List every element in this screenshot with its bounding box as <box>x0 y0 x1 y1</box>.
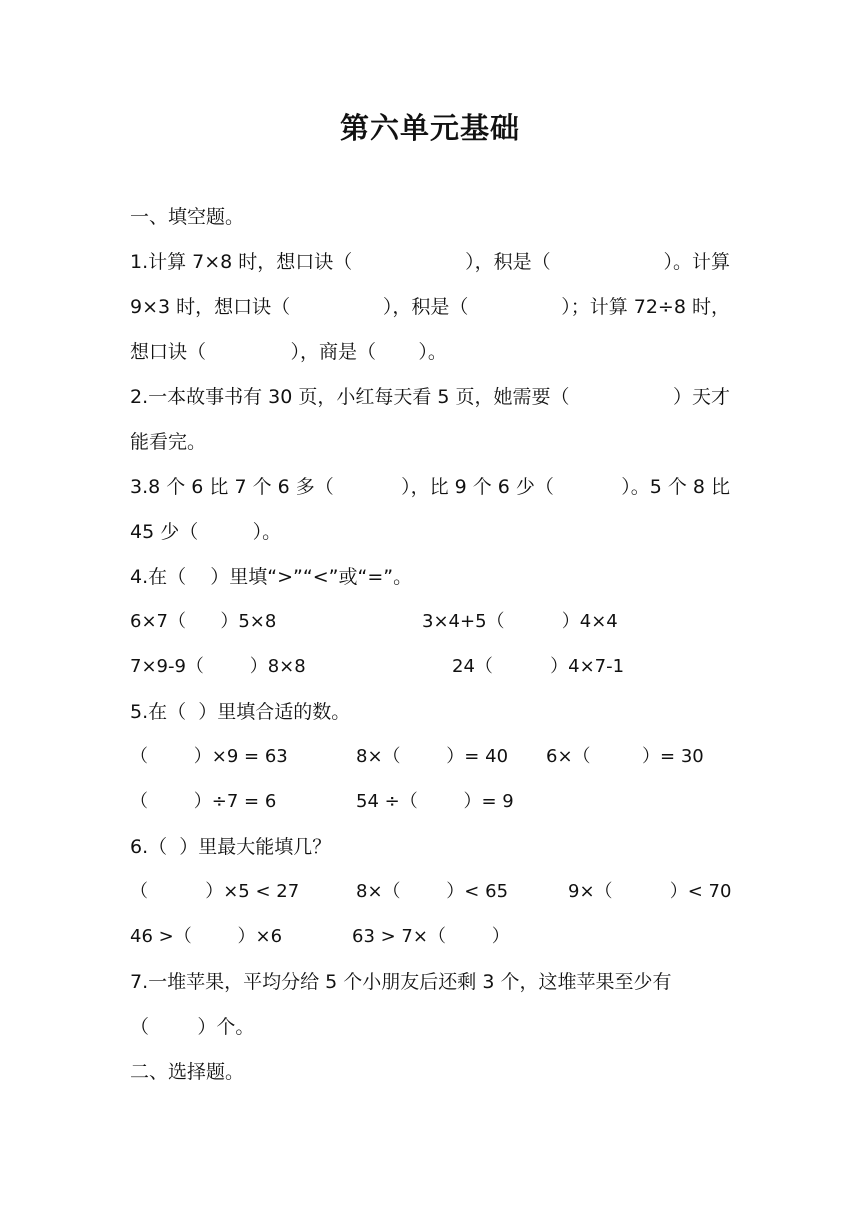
question-5-item-a: （ ）×9 = 63 <box>130 746 288 767</box>
text-segment: ），积是（ <box>382 296 469 318</box>
question-4-item-c: 7×9-9（ ）8×8 <box>130 656 306 677</box>
text-segment: 2.一本故事书有 30 页，小红每天看 5 页，她需要（ <box>130 386 570 408</box>
question-6-item-e: 63 > 7×（ ） <box>352 926 510 947</box>
question-5-intro: 5.在（ ）里填合适的数。 <box>130 701 351 723</box>
section-heading-multiple-choice: 二、选择题。 <box>130 1061 245 1083</box>
question-6-item-a: （ ）×5 < 27 <box>130 881 300 902</box>
section-heading-fill-blanks: 一、填空题。 <box>130 206 245 228</box>
question-1-line-3: 想口诀（ ），商是（ ）。 <box>130 341 447 363</box>
question-6-intro: 6.（ ）里最大能填几？ <box>130 836 332 858</box>
text-segment: ）。计算 <box>663 251 730 273</box>
question-2-line-2: 能看完。 <box>130 431 207 453</box>
question-6-item-c: 9×（ ）< 70 <box>568 881 732 902</box>
question-4-item-b: 3×4+5（ ）4×4 <box>422 611 618 632</box>
text-segment: 7.一堆苹果，平均分给 5 个小朋友后还剩 3 个，这堆苹果至少有 <box>130 971 672 993</box>
text-segment: ）天才 <box>672 386 730 408</box>
question-7-line-1 <box>130 967 730 997</box>
text-segment: 3.8 个 6 比 7 个 6 多（ <box>130 476 334 498</box>
text-segment: ），积是（ <box>465 251 551 273</box>
text-segment: 1.计算 7×8 时，想口诀（ <box>130 251 353 273</box>
question-5-item-e: 54 ÷（ ）= 9 <box>356 791 514 812</box>
question-6-item-d: 46 >（ ）×6 <box>130 926 283 947</box>
question-2-line-1 <box>130 382 730 412</box>
question-3-line-2: 45 少（ ）。 <box>130 521 282 543</box>
question-5-item-c: 6×（ ）= 30 <box>546 746 704 767</box>
question-6-item-b: 8×（ ）< 65 <box>356 881 509 902</box>
question-1-line-2 <box>130 292 730 322</box>
text-segment: ）；计算 72÷8 时， <box>561 296 730 318</box>
question-5-item-b: 8×（ ）= 40 <box>356 746 509 767</box>
question-4-item-d: 24（ ）4×7-1 <box>452 656 625 677</box>
question-4-item-a: 6×7（ ）5×8 <box>130 611 277 632</box>
text-segment: 9×3 时，想口诀（ <box>130 296 291 318</box>
text-segment: ）。5 个 8 比 <box>621 476 730 498</box>
question-5-item-d: （ ）÷7 = 6 <box>130 791 277 812</box>
question-3-line-1 <box>130 472 730 502</box>
question-1-line-1 <box>130 247 730 277</box>
page-title: 第六单元基础 <box>339 111 520 145</box>
question-4-intro: 4.在（ ）里填“>”“<”或“=”。 <box>130 566 413 588</box>
text-segment: ），比 9 个 6 少（ <box>401 476 554 498</box>
question-7-line-2: （ ）个。 <box>130 1016 255 1038</box>
